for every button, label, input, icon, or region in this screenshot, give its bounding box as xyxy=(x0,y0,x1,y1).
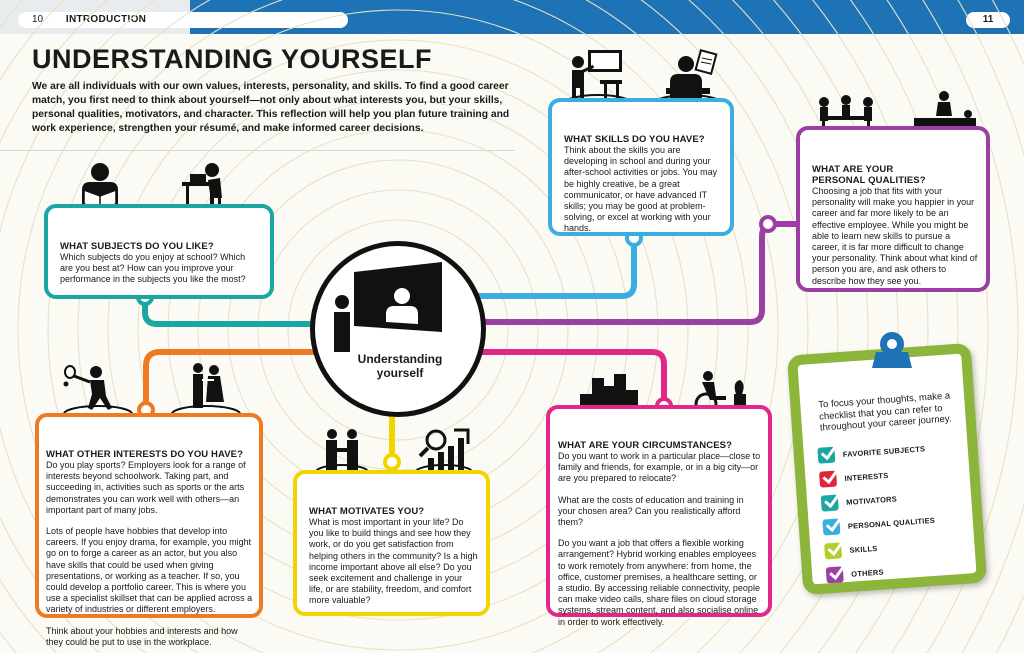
card-circumstances-heading: WHAT ARE YOUR CIRCUMSTANCES? xyxy=(558,440,732,451)
card-circumstances xyxy=(546,405,772,627)
card-qualities-body: Choosing a job that fits with your personality will make you happier in your career and far more likely to be an effective employee. While you might be able to learn new skills to pursue a career, it is far more difficult to change your personality. Think about what kind of person you are, and ask others to describe how they see you. xyxy=(812,186,978,286)
checklist-items xyxy=(817,436,939,587)
clipboard-clip-icon xyxy=(868,330,916,370)
center-label-line1: Understanding xyxy=(357,352,443,366)
section-title: INTRODUCTION xyxy=(65,14,147,25)
checkbox-checked-icon[interactable] xyxy=(817,447,835,464)
card-subjects-body: Which subjects do you enjoy at school? Which are you best at? How can you improve your performance in the subjects you like the most? xyxy=(60,252,246,285)
intro-divider xyxy=(0,150,515,151)
intro-paragraph: We are all individuals with our own values, interests, personality, and skills. To find a good career match, you first need to think about yourself—not only about what interests you, but your skills, personal qualities, motivators, and character. This reflection will help you plan future training and work experience, strengthen your résumé, and make informed career decisions. xyxy=(32,81,510,134)
center-label xyxy=(330,352,470,380)
card-interests xyxy=(35,413,263,647)
card-interests-para2: Lots of people have hobbies that develop into careers. If you enjoy drama, for example, you might go on to forge a career as an actor, but you also have skills that could be used when giving presentations, or working as a teacher. If so, you could develop a portfolio career. This is where you use a specialist skillset that can be applied across a variety of industries or different employers. xyxy=(46,526,253,615)
checkbox-checked-icon[interactable] xyxy=(819,471,837,488)
card-interests-heading: WHAT OTHER INTERESTS DO YOU HAVE? xyxy=(46,449,244,460)
card-qualities-heading-line2: PERSONAL QUALITIES? xyxy=(812,175,926,186)
checklist-item-label: SKILLS xyxy=(849,543,878,555)
checklist-item-label: FAVORITE SUBJECTS xyxy=(842,443,926,459)
card-interests-para1: Do you play sports? Employers look for a range of interests beyond schoolwork. Taking part, and succeeding in, activities such as sports or the arts demonstrates you can work well with others—an important part of many jobs. xyxy=(46,460,246,515)
card-skills-body: Think about the skills you are developing in school and during your after-school activities or jobs. You may be highly creative, be a great communicator, or have advanced IT skills; you may be good at problem-solving, or excel at working with your hands. xyxy=(564,145,718,234)
card-skills xyxy=(548,98,734,236)
center-label-line2: yourself xyxy=(376,366,424,380)
page-title: UNDERSTANDING YOURSELF xyxy=(32,44,433,74)
checkbox-checked-icon[interactable] xyxy=(826,566,844,583)
card-motivates-body: What is most important in your life? Do you like to build things and see how they work, or do you get satisfaction from helping others in the community? Is a high income important above all else? Do you seek excitement and challenge in your life, or are stability, freedom, and comfort more valuable? xyxy=(309,517,478,606)
checkbox-checked-icon[interactable] xyxy=(821,495,839,512)
checklist-item-label: INTERESTS xyxy=(844,470,889,483)
checklist-intro: To focus your thoughts, make a checklist that you can refer to throughout your career journey. xyxy=(817,390,952,434)
card-motivates-heading: WHAT MOTIVATES YOU? xyxy=(309,506,425,517)
presenter-board-icon xyxy=(328,262,468,352)
card-circumstances-para3: Do you want a job that offers a flexible working arrangement? Hybrid working enables employees to work remotely from anywhere: from home, the office, customer premises, a healthcare setting, or a studio. By accessing reliable connectivity, people can make video calls, share files on cloud storage systems, stream content, and also socialise online in order to work effectively. xyxy=(558,538,760,627)
checklist-item-label: MOTIVATORS xyxy=(845,493,898,507)
card-circumstances-para2: What are the costs of education and training in your chosen area? Can you realistically afford them? xyxy=(558,494,744,528)
page-number-left: 10 xyxy=(32,14,44,25)
checklist-item-label: OTHERS xyxy=(850,566,884,579)
card-circumstances-para1: Do you want to work in a particular place—close to family and friends, for example, or in a big city—or are you prepared to relocate? xyxy=(558,451,761,484)
card-qualities xyxy=(796,126,990,292)
card-qualities-heading-line1: WHAT ARE YOUR xyxy=(812,164,894,175)
card-subjects xyxy=(44,204,274,299)
checklist-item-label: PERSONAL QUALITIES xyxy=(847,515,936,531)
card-subjects-heading: WHAT SUBJECTS DO YOU LIKE? xyxy=(60,241,214,252)
card-motivates xyxy=(293,470,490,616)
page-number-right: 11 xyxy=(966,12,1010,28)
checkbox-checked-icon[interactable] xyxy=(824,542,842,559)
checkbox-checked-icon[interactable] xyxy=(822,518,840,535)
card-skills-heading: WHAT SKILLS DO YOU HAVE? xyxy=(564,134,705,145)
card-interests-para3: Think about your hobbies and interests and how they could be put to use in the workplace. xyxy=(46,625,238,647)
connector-teal xyxy=(145,297,320,324)
checklist-clipboard xyxy=(787,343,987,595)
